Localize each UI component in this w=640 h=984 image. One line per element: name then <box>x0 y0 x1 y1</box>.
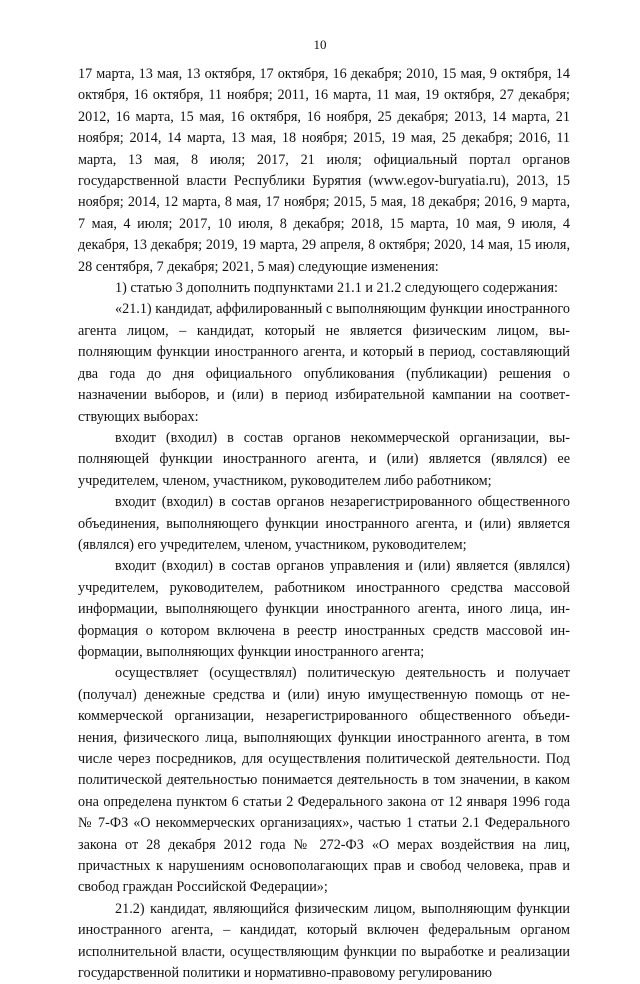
paragraph-definition-21-1: «21.1) кандидат, аффилированный с выполняющим функции иностранного агента лицом, – кандидат, который не является физическим лицом, выполняющим функции иностранного агента, и который в период, составляющий два года до дня официального опубликования (публикации) решения о назначении выборов, и (или) в период избирательной кампании на соответствующих выборах: <box>78 301 570 425</box>
page-number: 10 <box>313 37 327 52</box>
paragraph-association-clause: входит (входил) в состав органов незарегистрированного общественного объединения, выполняющего функции иностранного агента, и (или) является (являлся) его учредителем, членом, участником, руководителем; <box>78 494 570 553</box>
paragraph-amendment-1: 1) статью 3 дополнить подпунктами 21.1 и 21.2 следующего содержания: <box>115 280 558 297</box>
document-body <box>78 64 570 984</box>
paragraph-media-clause: входит (входил) в состав органов управления и (или) является (являлся) учредителем, руководителем, работником иностранного средства массовой информации, выполняющего функции иностранного агента, иного лица, информация о котором включена в реестр иностранных средств массовой информации, выполняющих функции иностранного агента; <box>78 558 570 660</box>
paragraph-nko-clause: входит (входил) в состав органов некоммерческой организации, выполняющей функции иностранного агента, и (или) является (являлся) ее учредителем, членом, участником, руководителем либо работником; <box>78 429 570 489</box>
paragraph-political-activity-clause: осуществляет (осуществлял) политическую деятельность и получает (получал) денежные средства и (или) иную имущественную помощь от некоммерческой организации, незарегистрированного общественного объединения, физического лица, выполняющих функции иностранного агента, в том числе через посредников, для осуществления политической деятельности. Под политической деятельностью понимается деятельность в том значении, в каком она определена пунктом 6 статьи 2 Федерального закона от 12 января 1996 года № 7-ФЗ «О некоммерческих организациях», частью 1 статьи 2.1 Федерального закона от 28 декабря 2012 года № 272-ФЗ «О мерах воздействия на лиц, причастных к нарушениям основополагающих прав и свобод человека, прав и свобод граждан Российской Федерации»; <box>78 665 570 896</box>
paragraph-publication-list: 17 марта, 13 мая, 13 октября, 17 октября, 16 декабря; 2010, 15 мая, 9 октября, 14 октября, 16 октября, 11 ноября; 2011, 16 марта, 11 мая, 19 октября, 27 декабря; 2012, 16 марта, 15 мая, 16 октября, 16 ноября, 25 декабря; 2013, 14 марта, 21 ноября; 2014, 14 марта, 13 мая, 18 ноября; 2015, 19 мая, 25 декабря; 2016, 11 марта, 13 мая, 8 июля; 2017, 21 июля; официальный портал органов государственной власти Республики Бурятия (www.egov-buryatia.ru), 2013, 15 ноября; 2014, 12 марта, 8 мая, 17 ноября; 2015, 5 мая, 18 декабря; 2016, 9 марта, 7 мая, 4 июля; 2017, 10 июля, 8 декабря; 2018, 15 марта, 10 мая, 9 июля, 4 декабря, 13 декабря; 2019, 19 марта, 29 апреля, 8 октября; 2020, 14 мая, 15 июля, 28 сентября, 7 декабря; 2021, 5 мая) следующие изменения: <box>78 66 570 275</box>
paragraph-definition-21-2: 21.2) кандидат, являющийся физическим лицом, выполняющим функции иностранного агента, – кандидат, который включен федеральным органом исполнительной власти, осуществляющим функции по выработке и реализации государственной политики и нормативно-правовому регулированию <box>78 900 570 982</box>
